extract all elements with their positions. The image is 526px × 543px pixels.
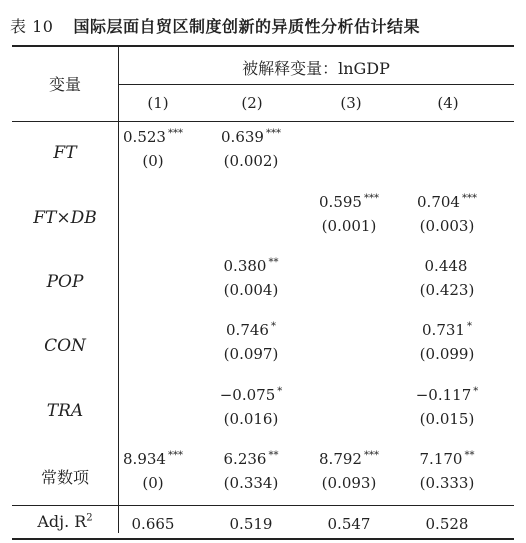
coefficient-cell [304, 450, 394, 468]
header-bottom-rule [12, 121, 514, 122]
adj-r2-label [12, 512, 118, 531]
coefficient-value: 0.639 [221, 128, 264, 146]
adj-r2-value: 0.665 [131, 515, 175, 533]
coefficient-value: 0.523 [123, 128, 166, 146]
variable-header: 变量 [48, 75, 81, 94]
standard-error-cell: (0.093) [321, 474, 377, 492]
column-header-1: (1) [147, 94, 169, 112]
row-label: FT×DB [33, 208, 97, 228]
table-title: 国际层面自贸区制度创新的异质性分析估计结果 [73, 17, 420, 36]
significance-stars: ** [268, 450, 279, 461]
significance-stars: * [466, 321, 472, 332]
column-header-3: (3) [340, 94, 362, 112]
table-number: 表 10 [10, 17, 54, 36]
adj-r2-superscript: 2 [86, 512, 93, 524]
coefficient-cell [206, 128, 296, 146]
column-header-2: (2) [241, 94, 263, 112]
coefficient-value: −0.075 [219, 386, 276, 404]
coefficient-cell [304, 386, 394, 404]
significance-stars: ** [268, 257, 279, 268]
significance-stars: ** [464, 450, 475, 461]
row-label: 常数项 [40, 468, 89, 487]
standard-error-cell: (0.016) [223, 410, 279, 428]
coefficient-cell [402, 257, 492, 275]
row-label: FT [53, 143, 77, 163]
standard-error-cell: (0.423) [419, 281, 475, 299]
significance-stars: *** [265, 128, 281, 139]
coefficient-cell [108, 386, 198, 404]
significance-stars: * [473, 386, 479, 397]
significance-stars: *** [461, 193, 477, 204]
significance-stars: * [277, 386, 283, 397]
coefficient-cell [108, 321, 198, 339]
adj-r2-value: 0.519 [229, 515, 273, 533]
coefficient-cell [402, 193, 492, 211]
coefficient-cell [206, 450, 296, 468]
standard-error-cell: (0.004) [223, 281, 279, 299]
coefficient-value: 0.704 [417, 193, 460, 211]
standard-error-cell: (0.015) [419, 410, 475, 428]
standard-error-cell: (0) [142, 474, 164, 492]
standard-error-cell: (0.334) [223, 474, 279, 492]
adj-r2-value: 0.547 [327, 515, 371, 533]
coefficient-cell [108, 128, 198, 146]
significance-stars: *** [363, 193, 379, 204]
coefficient-cell [402, 450, 492, 468]
coefficient-cell [108, 450, 198, 468]
coefficient-cell [304, 321, 394, 339]
adj-r2-rule [12, 505, 514, 506]
standard-error-cell: (0.099) [419, 345, 475, 363]
significance-stars: *** [167, 450, 183, 461]
coefficient-cell [304, 257, 394, 275]
significance-stars: *** [167, 128, 183, 139]
table-caption [10, 14, 516, 37]
coefficient-cell [206, 321, 296, 339]
coefficient-cell [206, 193, 296, 211]
coefficient-cell [402, 386, 492, 404]
standard-error-cell: (0.003) [419, 217, 475, 235]
coefficient-cell [304, 193, 394, 211]
significance-stars: * [270, 321, 276, 332]
top-rule [12, 45, 514, 47]
coefficient-value: 0.746 [226, 321, 269, 339]
dependent-variable-header [118, 56, 514, 79]
coefficient-cell [206, 257, 296, 275]
adj-r2-text: Adj. R [37, 512, 87, 531]
coefficient-value: 0.731 [422, 321, 465, 339]
standard-error-cell: (0.097) [223, 345, 279, 363]
standard-error-cell: (0.001) [321, 217, 377, 235]
standard-error-cell: (0.333) [419, 474, 475, 492]
row-label: CON [44, 336, 86, 356]
significance-stars: *** [363, 450, 379, 461]
row-label: POP [46, 272, 84, 292]
coefficient-cell [108, 193, 198, 211]
adj-r2-value: 0.528 [425, 515, 469, 533]
coefficient-value: 0.595 [319, 193, 362, 211]
standard-error-cell: (0.002) [223, 152, 279, 170]
standard-error-cell: (0) [142, 152, 164, 170]
coefficient-value: 8.792 [319, 450, 362, 468]
coefficient-value: 7.170 [419, 450, 463, 468]
dependent-variable-label: 被解释变量：lnGDP [242, 59, 390, 78]
coefficient-cell [304, 128, 394, 146]
coefficient-cell [402, 128, 492, 146]
coefficient-cell [402, 321, 492, 339]
coefficient-value: 0.380 [223, 257, 267, 275]
coefficient-cell [206, 386, 296, 404]
coefficient-value: 6.236 [223, 450, 267, 468]
coefficient-value: −0.117 [415, 386, 472, 404]
column-header-4: (4) [437, 94, 459, 112]
row-label: TRA [46, 401, 84, 421]
bottom-rule [12, 538, 514, 540]
coefficient-value: 0.448 [424, 257, 468, 275]
coefficient-value: 8.934 [123, 450, 166, 468]
coefficient-cell [108, 257, 198, 275]
header-sub-rule [118, 84, 514, 85]
